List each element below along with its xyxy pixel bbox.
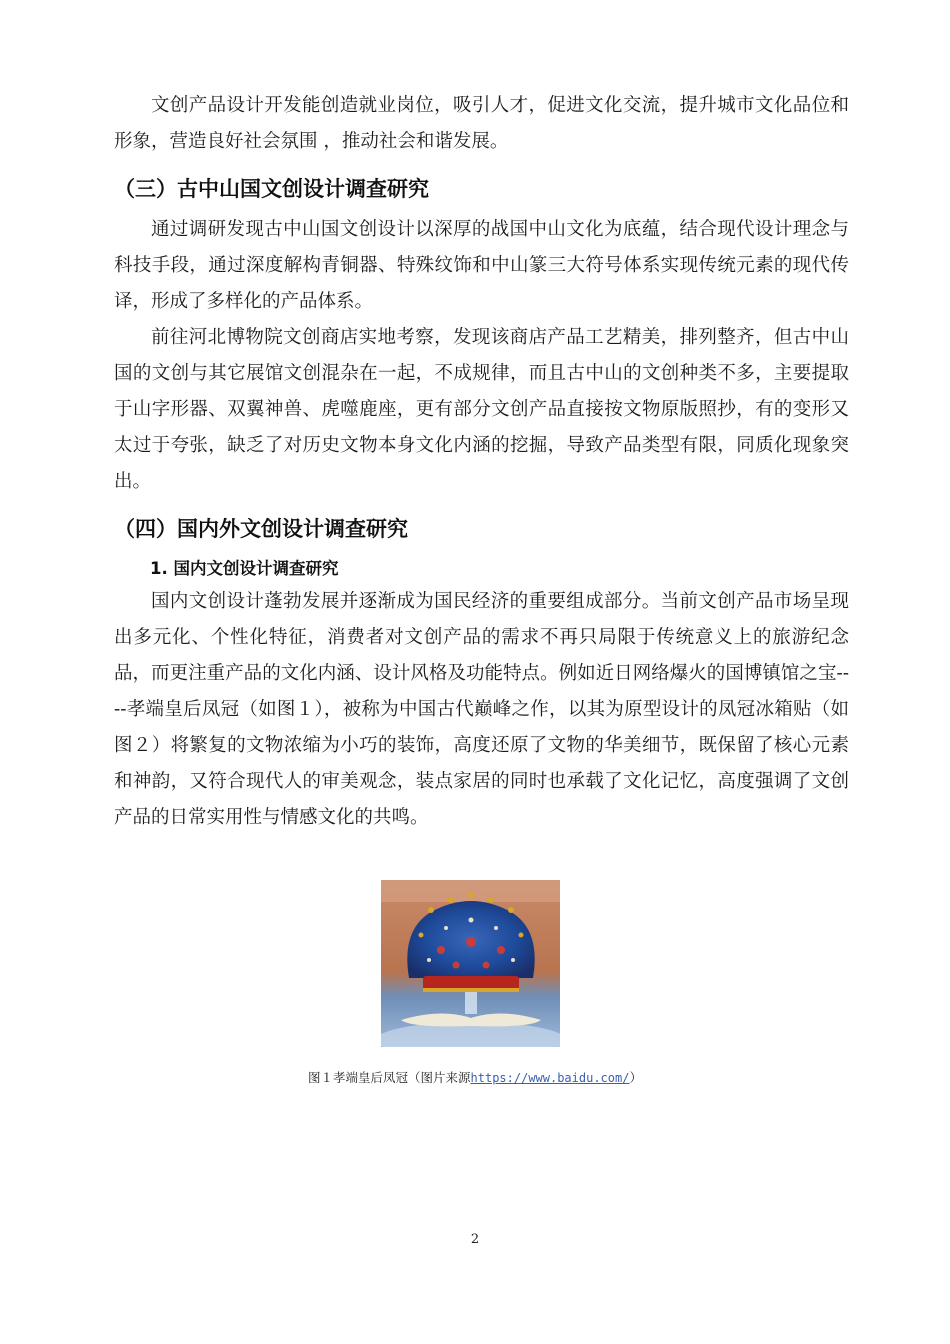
heading-section-3: （三）古中山国文创设计调查研究	[114, 177, 429, 201]
source-link[interactable]: https://www.baidu.com/	[470, 1071, 630, 1085]
caption-text: 图１孝端皇后凤冠（图片来源	[308, 1070, 471, 1085]
subheading-1: 1. 国内文创设计调查研究	[150, 559, 339, 578]
paragraph-2: 通过调研发现古中山国文创设计以深厚的战国中山文化为底蕴，结合现代设计理念与科技手段，通过深度解构青铜器、特殊纹饰和中山篆三大符号体系实现传统元素的现代传译，形成了多样化的产品体系。	[114, 219, 849, 312]
caption-suffix: ）	[629, 1070, 642, 1085]
heading-section-4: （四）国内外文创设计调查研究	[114, 517, 408, 541]
paragraph-4: 国内文创设计蓬勃发展并逐渐成为国民经济的重要组成部分。当前文创产品市场呈现出多元化、个性化特征，消费者对文创产品的需求不再只局限于传统意义上的旅游纪念品，而更注重产品的文化内涵、设计风格及功能特点。例如近日网络爆火的国博镇馆之宝----孝端皇后凤冠（如图１），被称为中国古代巅峰之作，以其为原型设计的凤冠冰箱贴（如图２）将繁复的文物浓缩为小巧的装饰，高度还原了文物的华美细节，既保留了核心元素和神韵，又符合现代人的审美观念，装点家居的同时也承载了文化记忆，高度强调了文创产品的日常实用性与情感文化的共鸣。	[114, 591, 849, 828]
paragraph-3: 前往河北博物院文创商店实地考察，发现该商店产品工艺精美，排列整齐，但古中山国的文创与其它展馆文创混杂在一起，不成规律，而且古中山的文创种类不多，主要提取于山字形器、双翼神兽、虎噬鹿座，更有部分文创产品直接按文物原版照抄，有的变形又太过于夸张，缺乏了对历史文物本身文化内涵的挖掘，导致产品类型有限，同质化现象突出。	[114, 327, 849, 492]
page-content	[114, 88, 849, 836]
phoenix-crown-photo	[381, 880, 560, 1047]
paragraph-1: 文创产品设计开发能创造就业岗位，吸引人才，促进文化交流，提升城市文化品位和形象，营造良好社会氛围 ，推动社会和谐发展。	[114, 95, 849, 152]
figure-caption	[0, 1068, 950, 1086]
page-number: 2	[470, 1232, 480, 1247]
